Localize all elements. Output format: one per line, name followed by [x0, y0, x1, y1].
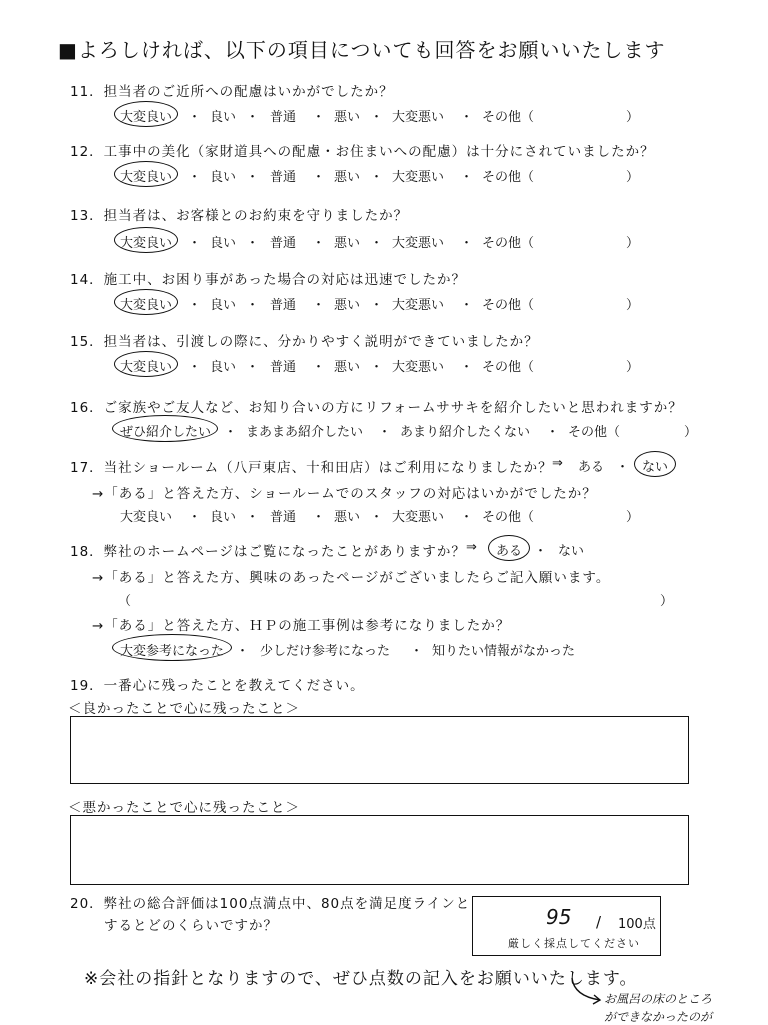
separator-dot: ・ [616, 460, 630, 475]
footer-note: ※会社の指針となりますので、ぜひ点数の記入をお願いいたします。 [84, 969, 638, 989]
separator-dot: ・ [246, 360, 260, 375]
page-header: ■よろしければ、以下の項目についても回答をお願いいたします [58, 38, 666, 62]
separator-dot: ・ [460, 110, 474, 125]
q14-selected-circle [114, 289, 178, 315]
q17-option-average[interactable]: 普通 [270, 510, 297, 525]
separator-dot: ・ [312, 360, 326, 375]
separator-dot: ・ [188, 360, 202, 375]
q14-option-other[interactable]: その他（ [482, 298, 535, 313]
separator-dot: ・ [188, 236, 202, 251]
q16-option-not-much[interactable]: あまり紹介したくない [400, 425, 531, 440]
separator-dot: ・ [370, 298, 384, 313]
separator-dot: ・ [378, 425, 392, 440]
q12-option-average[interactable]: 普通 [270, 170, 297, 185]
q17-option-bad[interactable]: 悪い [334, 510, 361, 525]
separator-dot: ・ [460, 510, 474, 525]
separator-dot: ・ [312, 298, 326, 313]
separator-dot: ・ [460, 170, 474, 185]
separator-dot: ・ [370, 110, 384, 125]
q17-option-good[interactable]: 良い [210, 510, 237, 525]
q14-option-good[interactable]: 良い [210, 298, 237, 313]
q13-option-average[interactable]: 普通 [270, 236, 297, 251]
q13-option-bad[interactable]: 悪い [334, 236, 361, 251]
score-value: 95 [546, 905, 572, 929]
separator-dot: ・ [312, 236, 326, 251]
question-12: 12．工事中の美化（家財道具への配慮・お住まいへの配慮）は十分にされていましたか？ [70, 144, 655, 160]
good-memory-label: ＜良かったことで心に残ったこと＞ [68, 701, 300, 717]
q18-option-very-helpful[interactable]: 大変参考になった [120, 644, 225, 659]
q15-option-average[interactable]: 普通 [270, 360, 297, 375]
q11-option-bad[interactable]: 悪い [334, 110, 361, 125]
separator-dot: ・ [246, 110, 260, 125]
q14-option-average[interactable]: 普通 [270, 298, 297, 313]
q15-option-good[interactable]: 良い [210, 360, 237, 375]
q11-selected-circle [114, 101, 178, 127]
q15-option-very-bad[interactable]: 大変悪い [392, 360, 445, 375]
question-16: 16．ご家族やご友人など、お知り合いの方にリフォームササキを紹介したいと思われますか？ [70, 400, 683, 416]
separator-dot: ・ [246, 236, 260, 251]
separator-dot: ・ [312, 510, 326, 525]
q15-selected-circle [114, 351, 178, 377]
q12-option-good[interactable]: 良い [210, 170, 237, 185]
q16-option-somewhat[interactable]: まあまあ紹介したい [246, 425, 364, 440]
q13-option-other[interactable]: その他（ [482, 236, 535, 251]
bad-memory-box[interactable] [70, 815, 689, 885]
q15-option-other[interactable]: その他（ [482, 360, 535, 375]
q11-other-close: ） [626, 110, 640, 125]
q12-selected-circle [114, 161, 178, 187]
question-20-line1: 20．弊社の総合評価は100点満点中、80点を満足度ラインと [70, 896, 471, 912]
question-18: 18．弊社のホームページはご覧になったことがありますか？ [70, 544, 466, 560]
separator-dot: ・ [188, 510, 202, 525]
separator-dot: ・ [188, 298, 202, 313]
question-14: 14．施工中、お困り事があった場合の対応は迅速でしたか？ [70, 272, 467, 288]
q15-option-bad[interactable]: 悪い [334, 360, 361, 375]
separator-dot: ・ [246, 510, 260, 525]
good-memory-box[interactable] [70, 716, 689, 784]
q18-option-not-helpful[interactable]: 知りたい情報がなかった [432, 644, 576, 659]
q14-option-very-bad[interactable]: 大変悪い [392, 298, 445, 313]
separator-dot: ・ [546, 425, 560, 440]
q16-option-definitely[interactable]: ぜひ紹介したい [120, 425, 212, 440]
separator-dot: ・ [312, 170, 326, 185]
separator-dot: ・ [370, 510, 384, 525]
q11-option-average[interactable]: 普通 [270, 110, 297, 125]
q12-option-bad[interactable]: 悪い [334, 170, 361, 185]
q11-option-good[interactable]: 良い [210, 110, 237, 125]
q13-other-close: ） [626, 236, 640, 251]
q12-option-very-bad[interactable]: 大変悪い [392, 170, 445, 185]
q17-followup: →「ある」と答えた方、ショールームでのスタッフの対応はいかがでしたか？ [92, 486, 597, 502]
q17-arrow: ⇒ [552, 456, 563, 471]
q13-option-very-bad[interactable]: 大変悪い [392, 236, 445, 251]
separator-dot: ・ [188, 170, 202, 185]
score-max: 100点 [618, 917, 656, 932]
score-note: 厳しく採点してください [508, 937, 640, 950]
q16-selected-circle [112, 415, 218, 442]
q18-option-slightly-helpful[interactable]: 少しだけ参考になった [260, 644, 391, 659]
q17-option-yes[interactable]: ある [578, 460, 605, 475]
q13-selected-circle [114, 227, 178, 253]
separator-dot: ・ [188, 110, 202, 125]
separator-dot: ・ [312, 110, 326, 125]
handwritten-arrow [560, 976, 610, 1006]
q11-option-excellent[interactable]: 大変良い [120, 110, 173, 125]
q17-option-other[interactable]: その他（ [482, 510, 535, 525]
separator-dot: ・ [236, 644, 250, 659]
q17-option-no[interactable]: ない [642, 460, 669, 475]
q14-option-excellent[interactable]: 大変良い [120, 298, 173, 313]
q18-followup-examples: →「ある」と答えた方、ＨＰの施工事例は参考になりましたか？ [92, 618, 511, 634]
q11-option-very-bad[interactable]: 大変悪い [392, 110, 445, 125]
q18-option-yes[interactable]: ある [496, 544, 523, 559]
q12-option-excellent[interactable]: 大変良い [120, 170, 173, 185]
q18-pages-close: ） [660, 594, 674, 609]
separator-dot: ・ [460, 236, 474, 251]
question-20-line2: するとどのくらいですか？ [104, 918, 278, 934]
q18-option-no[interactable]: ない [558, 544, 585, 559]
separator-dot: ・ [246, 298, 260, 313]
q18-selected-circle [488, 535, 530, 561]
question-13: 13．担当者は、お客様とのお約束を守りましたか？ [70, 208, 409, 224]
question-11: 11．担当者のご近所への配慮はいかがでしたか？ [70, 84, 394, 100]
question-15: 15．担当者は、引渡しの際に、分かりやすく説明ができていましたか？ [70, 334, 539, 350]
separator-dot: ・ [246, 170, 260, 185]
separator-dot: ・ [460, 360, 474, 375]
separator-dot: ・ [370, 170, 384, 185]
separator-dot: ・ [534, 544, 548, 559]
q18-selected-circle-helpful [112, 634, 232, 661]
q11-option-other[interactable]: その他（ [482, 110, 535, 125]
q12-option-other[interactable]: その他（ [482, 170, 535, 185]
handwritten-note-line1: お風呂の床のところ [604, 992, 713, 1006]
question-17: 17．当社ショールーム（八戸東店、十和田店）はご利用になりましたか？ [70, 460, 553, 476]
q17-option-very-bad[interactable]: 大変悪い [392, 510, 445, 525]
q15-option-excellent[interactable]: 大変良い [120, 360, 173, 375]
separator-dot: ・ [460, 298, 474, 313]
q18-followup-pages: →「ある」と答えた方、興味のあったページがございましたらご記入願います。 [92, 570, 611, 586]
handwritten-note-line2: ができなかったのが [604, 1010, 713, 1024]
q14-other-close: ） [626, 298, 640, 313]
separator-dot: ・ [410, 644, 424, 659]
separator-dot: ・ [370, 236, 384, 251]
score-slash: / [596, 913, 602, 931]
q17-other-close: ） [626, 510, 640, 525]
separator-dot: ・ [224, 425, 238, 440]
separator-dot: ・ [370, 360, 384, 375]
q18-arrow: ⇒ [466, 540, 477, 555]
q16-other-close: ） [684, 425, 698, 440]
q18-pages-open: （ [118, 594, 132, 609]
q14-option-bad[interactable]: 悪い [334, 298, 361, 313]
question-19: 19．一番心に残ったことを教えてください。 [70, 678, 365, 694]
q17-option-excellent[interactable]: 大変良い [120, 510, 173, 525]
q16-option-other[interactable]: その他（ [568, 425, 621, 440]
q13-option-excellent[interactable]: 大変良い [120, 236, 173, 251]
q13-option-good[interactable]: 良い [210, 236, 237, 251]
q17-selected-circle [634, 451, 676, 477]
q15-other-close: ） [626, 360, 640, 375]
q12-other-close: ） [626, 170, 640, 185]
bad-memory-label: ＜悪かったことで心に残ったこと＞ [68, 800, 300, 816]
